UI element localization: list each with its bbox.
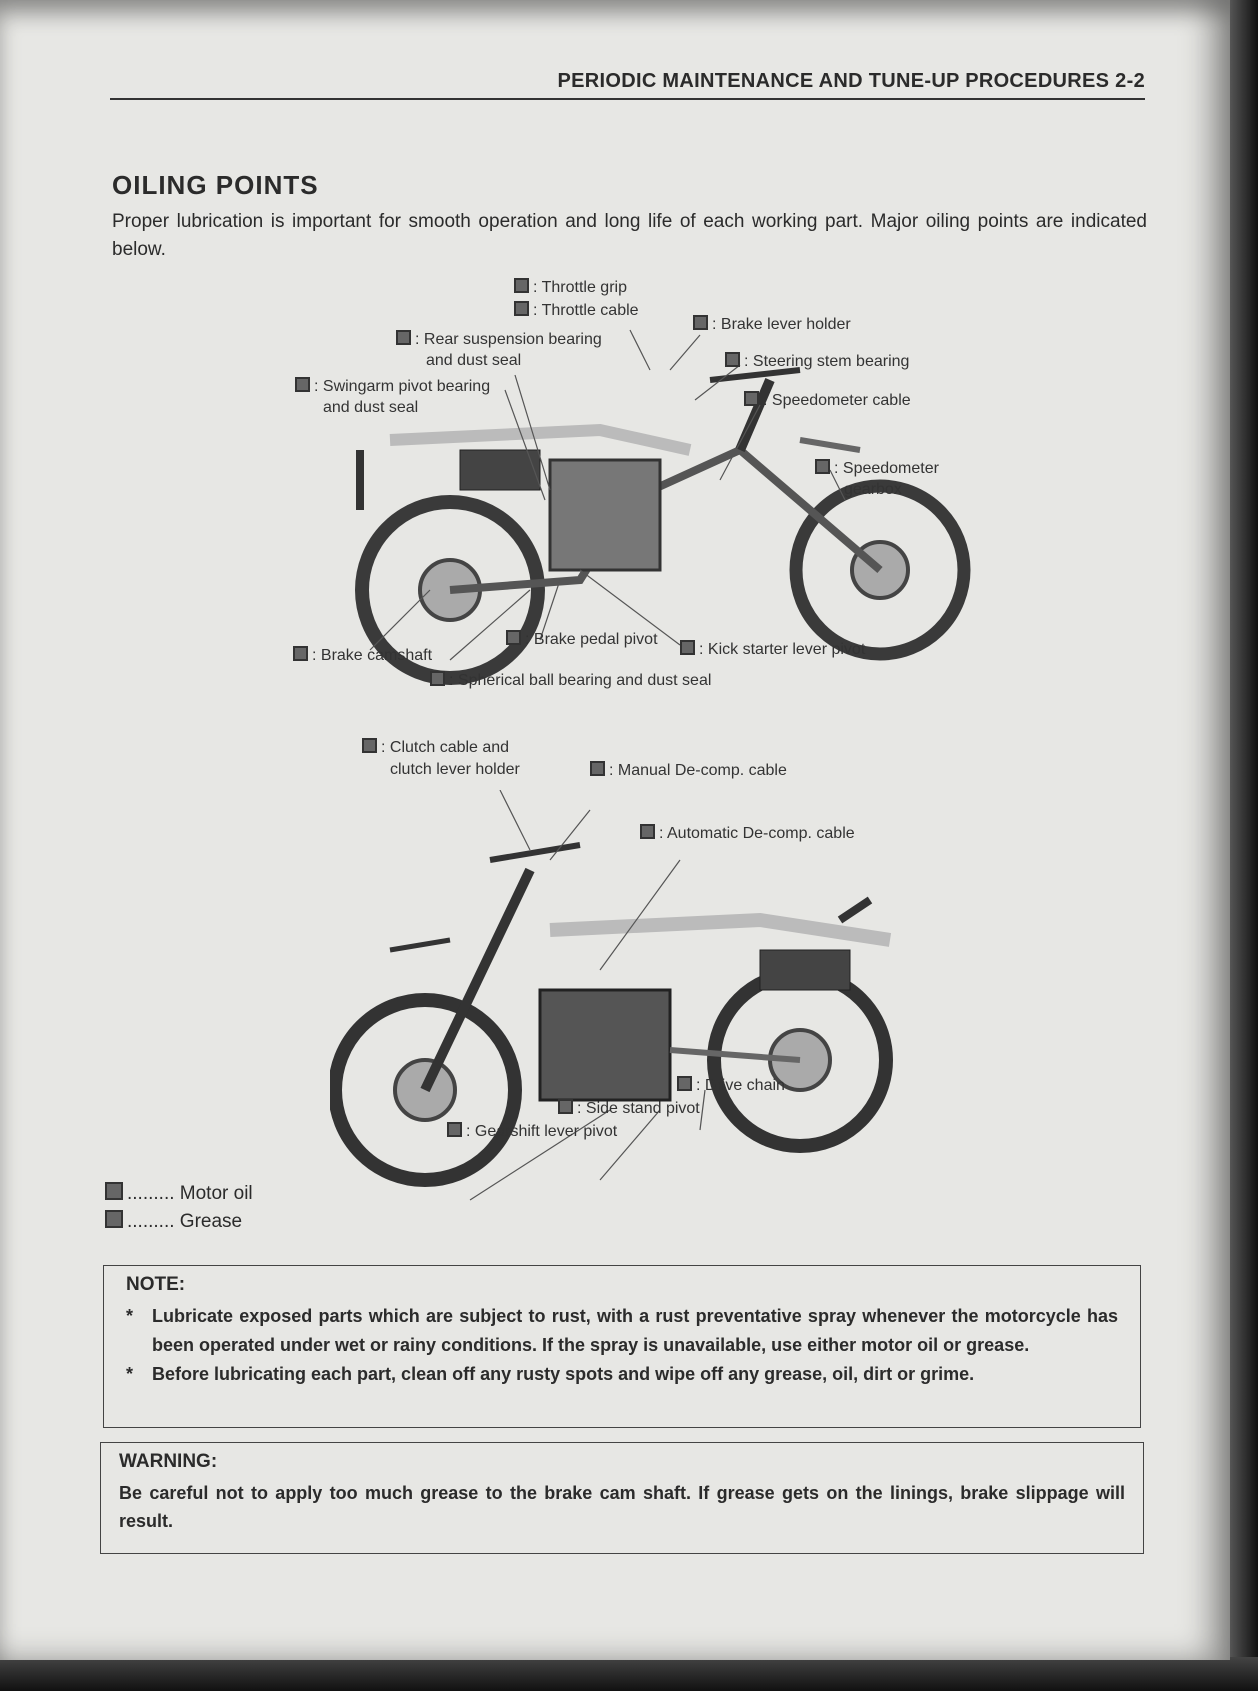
warning-box [100, 1442, 1144, 1554]
label-brake-pedal-pivot: : Brake pedal pivot [506, 629, 658, 650]
label-side-stand-pivot: : Side stand pivot [558, 1098, 700, 1119]
grease-icon [430, 671, 445, 686]
motor-oil-icon [590, 761, 605, 776]
label-brake-lever-holder: : Brake lever holder [693, 314, 851, 335]
motor-oil-icon [362, 738, 377, 753]
label-rear-suspension-bearing: : Rear suspension bearing [396, 329, 602, 350]
grease-icon [293, 646, 308, 661]
label-swingarm-dust-seal: and dust seal [323, 399, 419, 416]
note-item: * Lubricate exposed parts which are subject to rust, with a rust preventative spray whenever the motorcycle has been operated under wet or rainy conditions. If the spray is unavailable, use either motor oil or grease. [126, 1302, 1118, 1360]
grease-icon [447, 1122, 462, 1137]
label-speedometer-gearbox: : Speedometer [815, 458, 939, 479]
motor-oil-icon [640, 824, 655, 839]
grease-icon [725, 352, 740, 367]
asterisk-icon: * [126, 1364, 134, 1384]
grease-icon [295, 377, 310, 392]
label-drive-chain: : Drive chain [677, 1075, 785, 1096]
label-manual-decomp-cable: : Manual De-comp. cable [590, 760, 787, 781]
legend [105, 1180, 253, 1236]
intro-paragraph: Proper lubrication is important for smooth operation and long life of each working part. Major oiling points are indicated below. [112, 211, 1147, 260]
grease-icon [506, 630, 521, 645]
grease-icon [680, 640, 695, 655]
label-rear-suspension-dust-seal: and dust seal [426, 352, 522, 369]
note-item: * Before lubricating each part, clean off any rusty spots and wipe off any grease, oil, dirt or grime. [126, 1360, 1118, 1389]
page-bottom-shadow [0, 1657, 1258, 1691]
label-spherical-ball-bearing: : Spherical ball bearing and dust seal [430, 670, 711, 691]
asterisk-icon: * [126, 1306, 134, 1326]
label-steering-stem-bearing: : Steering stem bearing [725, 351, 909, 372]
grease-icon [558, 1099, 573, 1114]
motor-oil-icon [744, 391, 759, 406]
motor-oil-icon [514, 301, 529, 316]
warning-text: Be careful not to apply too much grease to the brake cam shaft. If grease gets on the linings, brake slippage will result. [119, 1483, 1125, 1531]
grease-icon [105, 1210, 123, 1228]
label-swingarm-pivot-bearing: : Swingarm pivot bearing [295, 376, 490, 397]
label-speedometer-gearbox-2: gearbox [844, 481, 902, 498]
label-throttle-cable: : Throttle cable [514, 300, 639, 321]
label-throttle-grip: : Throttle grip [514, 277, 627, 298]
grease-icon [815, 459, 830, 474]
label-clutch-cable: : Clutch cable and [362, 737, 509, 758]
page-title: OILING POINTS [112, 170, 319, 200]
label-kick-starter-lever-pivot: : Kick starter lever pivot [680, 639, 865, 660]
label-automatic-decomp-cable: : Automatic De-comp. cable [640, 823, 855, 844]
motor-oil-icon [105, 1182, 123, 1200]
legend-grease: ......... Grease [105, 1208, 253, 1236]
legend-motor-oil: ......... Motor oil [105, 1180, 253, 1208]
grease-icon [514, 278, 529, 293]
note-heading: NOTE: [126, 1274, 186, 1295]
label-clutch-lever-holder: clutch lever holder [390, 761, 520, 778]
label-gearshift-lever-pivot: : Gearshift lever pivot [447, 1121, 617, 1142]
page-header [110, 70, 1145, 100]
label-brake-camshaft: : Brake camshaft [293, 645, 432, 666]
page-edge-shadow [1230, 0, 1258, 1691]
motorcycle-left-side-diagram [330, 790, 930, 1210]
header-text: PERIODIC MAINTENANCE AND TUNE-UP PROCEDURES 2-2 [557, 70, 1145, 92]
warning-heading: WARNING: [119, 1451, 218, 1472]
label-speedometer-cable: : Speedometer cable [744, 390, 911, 411]
grease-icon [396, 330, 411, 345]
motor-oil-icon [677, 1076, 692, 1091]
motor-oil-icon [693, 315, 708, 330]
note-box [103, 1265, 1141, 1428]
